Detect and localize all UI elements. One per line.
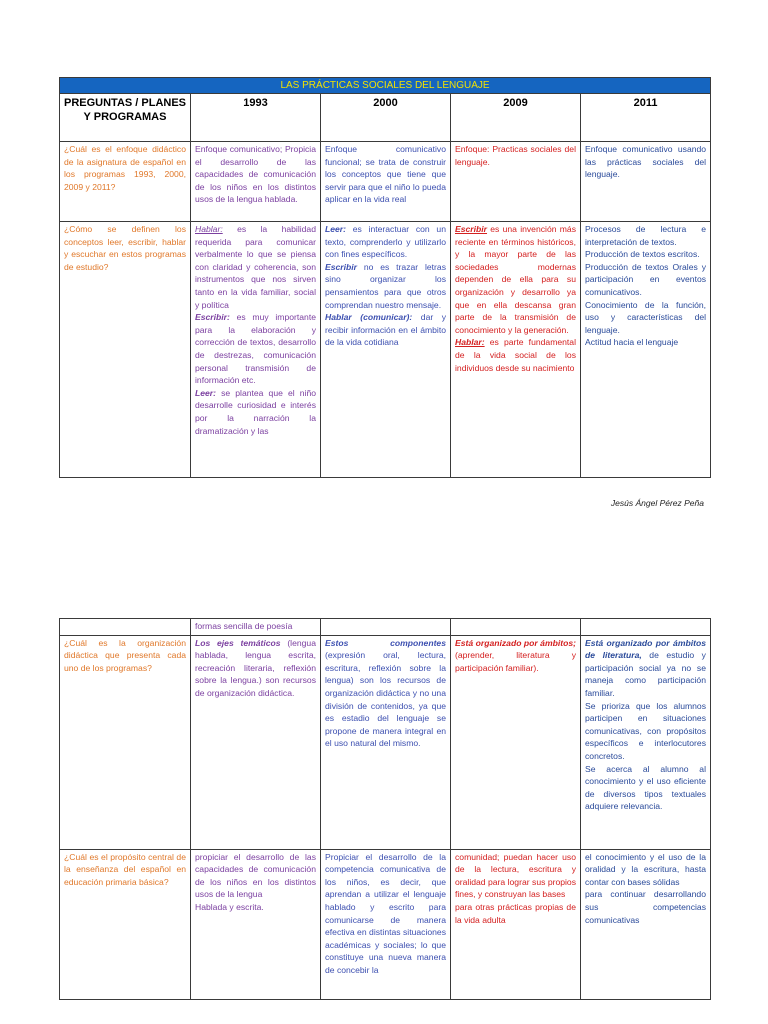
table-row <box>60 142 711 222</box>
question-conceptos: ¿Cómo se definen los conceptos leer, escribir, hablar y escuchar en estos programas de estudio? <box>60 222 191 478</box>
text-part: Hablada y escrita. <box>195 901 264 912</box>
term-hablar: Hablar: <box>455 337 485 348</box>
page-2-table-block <box>59 618 710 1000</box>
term-escribir: Escribir <box>325 261 358 272</box>
paragraph: Se prioriza que los alumnos participen en situaciones comunicativas, con propósitos específicos e interlocutores concretos. <box>585 700 706 761</box>
term-hablar: Hablar: <box>195 224 223 234</box>
cell-1993-enfoque: Enfoque comunicativo; Propicia el desarrollo de las capacidades de comunicación de los niños en los distintos usos de la lengua hablada. <box>191 142 321 222</box>
list-item: Procesos de lectura e interpretación de textos. <box>585 224 707 247</box>
cell-2000-conceptos <box>321 222 451 478</box>
list-item: Actitud hacia el lenguaje <box>585 337 679 348</box>
cell-2011-proposito <box>581 849 711 999</box>
table-title: LAS PRÁCTICAS SOCIALES DEL LENGUAJE <box>60 78 711 94</box>
cell-2011-enfoque: Enfoque comunicativo usando las prácticas sociales del lenguaje. <box>581 142 711 222</box>
def-ejes: (lengua hablada, lengua escrita, recreación literaria, reflexión sobre la lengua.) son recursos de organización didáctica. <box>195 637 316 698</box>
term-ejes: Los ejes temáticos <box>195 637 281 648</box>
header-2000: 2000 <box>321 94 451 142</box>
list-item: Producción de textos escritos. <box>585 249 700 260</box>
def-ambitos-literatura: de estudio y participación social ya no se maneja como participación familiar. <box>585 650 706 698</box>
header-2011: 2011 <box>581 94 711 142</box>
term-ambitos: Está organizado por ámbitos; <box>455 637 576 648</box>
cell-empty <box>321 619 451 636</box>
table-row <box>60 635 711 849</box>
cell-2011-organizacion <box>581 635 711 849</box>
page-1-table-block <box>59 77 710 478</box>
question-organizacion: ¿Cuál es la organización didáctica que presenta cada uno de los programas? <box>60 635 191 849</box>
def-leer: se plantea que el niño desarrolle curiosidad e interés por la narración la dramatización y las <box>195 387 316 436</box>
text-part: el conocimiento y el uso de la oralidad y la escritura, hasta contar con bases sólidas <box>585 851 706 887</box>
def-hablar: es parte fundamental de la vida social de los individuos desde su nacimiento <box>455 337 576 373</box>
header-questions: PREGUNTAS / PLANES Y PROGRAMAS <box>60 94 191 142</box>
text-part: comunidad; puedan hacer uso de la lectura, escritura y oralidad para lograr sus propios fines, y construyan las bases <box>455 851 576 900</box>
cell-2000-proposito: Propiciar el desarrollo de la competencia comunicativa de los niños, es decir, que aprendan a utilizar el lenguaje hablado y escrito para comunicarse de manera efectiva en distintas situaciones académicas y sociales; lo que constituye una nueva manera de concebir la <box>321 849 451 999</box>
header-1993: 1993 <box>191 94 321 142</box>
cell-empty <box>60 619 191 636</box>
cell-2009-conceptos <box>451 222 581 478</box>
comparison-table-1 <box>59 77 711 478</box>
term-escribir: Escribir <box>455 224 488 234</box>
question-proposito: ¿Cuál es el propósito central de la enseñanza del español en educación primaria básica? <box>60 849 191 999</box>
cell-1993-continuation: formas sencilla de poesía <box>191 619 321 636</box>
question-enfoque: ¿Cuál es el enfoque didáctico de la asignatura de español en los programas 1993, 2000, 2009 y 2011? <box>60 142 191 222</box>
header-2009: 2009 <box>451 94 581 142</box>
def-escribir: es muy importante para la elaboración y corrección de textos, desarrollo de destrezas, comunicación personal transmisión de información etc. <box>195 312 316 386</box>
cell-1993-conceptos <box>191 222 321 478</box>
text-part: propiciar el desarrollo de las capacidades de comunicación de los niños en los distintos usos de la lengua <box>195 851 316 900</box>
cell-2009-proposito <box>451 849 581 999</box>
def-hablar: dar y recibir información en el ámbito de la vida cotidiana <box>325 312 446 348</box>
term-componentes: Estos componentes <box>325 637 446 648</box>
term-ambitos-literatura: Está organizado por ámbitos de literatura, <box>585 637 706 661</box>
term-leer: Leer: <box>195 387 217 398</box>
author-signature: Jesús Ángel Pérez Peña <box>610 498 704 508</box>
cell-empty <box>581 619 711 636</box>
paragraph: Se acerca al alumno al conocimiento y el uso eficiente de diversos tipos textuales adquiere relevancia. <box>585 763 706 812</box>
list-item: Conocimiento de la función, uso y características del lenguaje. <box>585 299 707 335</box>
cell-1993-organizacion <box>191 635 321 849</box>
cell-2000-organizacion <box>321 635 451 849</box>
table-row <box>60 619 711 636</box>
list-item: Producción de textos Orales y participación en eventos comunicativos. <box>585 261 707 297</box>
cell-2009-enfoque: Enfoque: Practicas sociales del lenguaje. <box>451 142 581 222</box>
def-hablar: es la habilidad requerida para comunicar verbalmente lo que se piensa con claridad y coherencia, son instrumentos que nos sirven tanto en la vida familiar, social y política <box>195 224 316 310</box>
cell-2000-enfoque: Enfoque comunicativo funcional; se trata de construir los conceptos que tiene que servir para que el niño lo pueda aplicar en la vida real <box>321 142 451 222</box>
cell-1993-proposito <box>191 849 321 999</box>
cell-empty <box>451 619 581 636</box>
term-escribir: Escribir: <box>195 312 230 323</box>
text-part: para continuar desarrollando sus competencias comunicativas <box>585 889 706 925</box>
def-escribir: es una invención más reciente en términos históricos, y la mayor parte de las sociedades modernas dependen de ella para su organización y desarrollo ya que en ella descansa gran parte de la transmisión de conocimiento y la generación. <box>455 224 576 335</box>
table-row <box>60 222 711 478</box>
def-escribir: no es trazar letras sino organizar los pensamientos para que otros comprendan nuestro mensaje. <box>325 261 446 310</box>
term-hablar: Hablar (comunicar): <box>325 312 413 323</box>
table-row <box>60 849 711 999</box>
def-componentes: (expresión oral, lectura, escritura, reflexión sobre la lengua) son los recursos de organización didáctica y no una división de contenidos, ya que es estadio del lenguaje se propone de manera integral en el uso natural del mismo. <box>325 650 446 749</box>
cell-2011-conceptos <box>581 222 711 478</box>
comparison-table-2 <box>59 618 711 1000</box>
text-part: para otras prácticas propias de la vida adulta <box>455 901 576 925</box>
def-leer: es interactuar con un texto, comprenderlo y utilizarlo con fines específicos. <box>325 224 446 260</box>
term-leer: Leer: <box>325 224 347 234</box>
cell-2009-organizacion <box>451 635 581 849</box>
def-ambitos: (aprender, literatura y participación familiar). <box>455 650 576 673</box>
